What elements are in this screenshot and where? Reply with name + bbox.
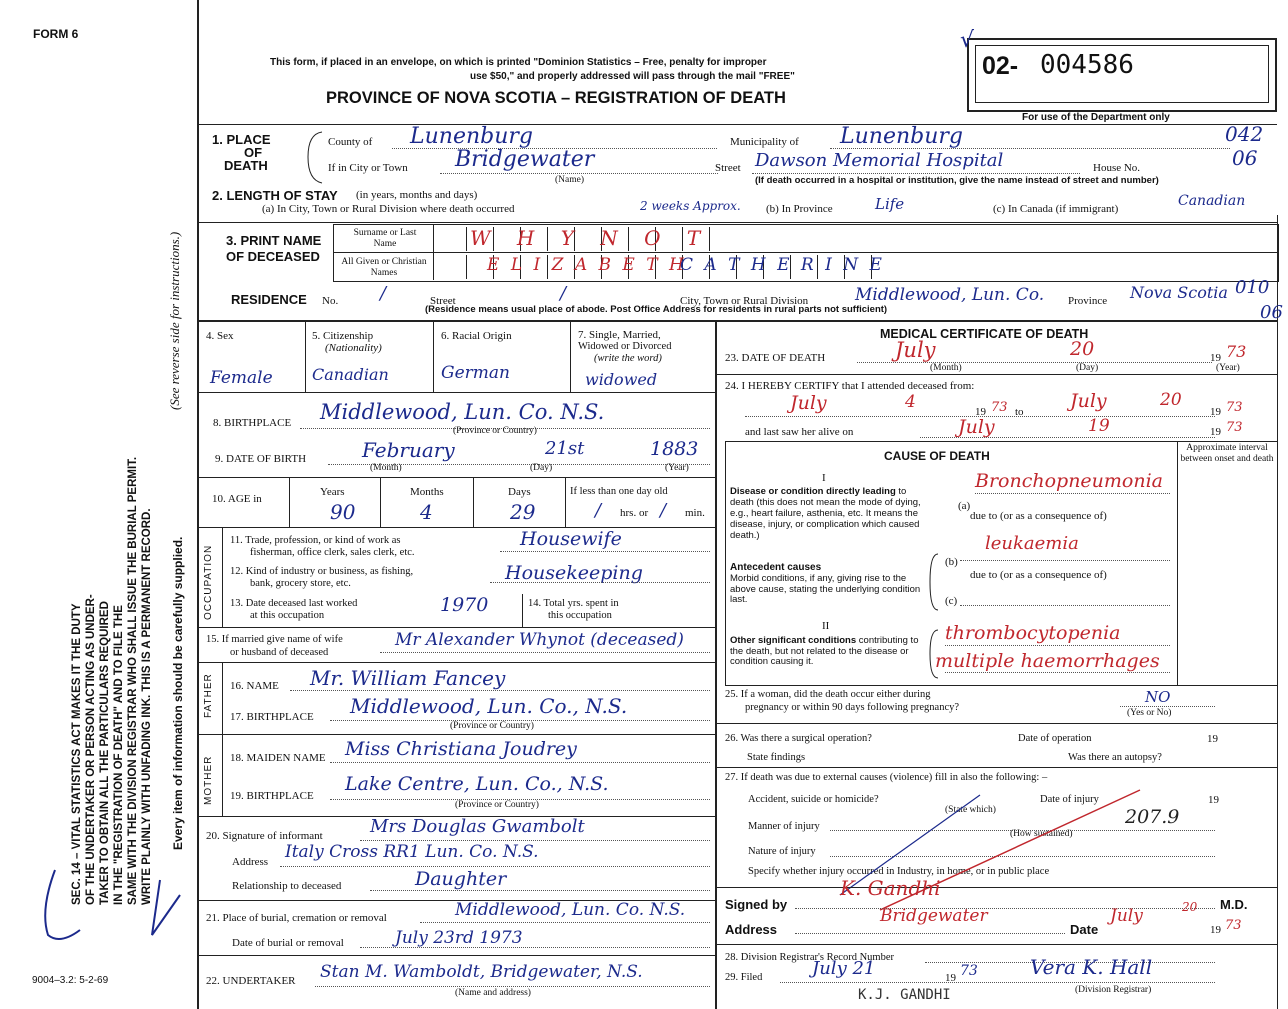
mail-note-2: use $50," and properly addressed will pass through the mail "FREE" — [470, 71, 795, 82]
spouse-value: Mr Alexander Whynot (deceased) — [395, 630, 684, 650]
sidebar-note-careful: Every item of information should be carefully supplied. — [171, 536, 185, 850]
industry-value: Housekeeping — [505, 562, 643, 584]
racial-origin-value: German — [441, 363, 510, 383]
reg-prefix: 02- — [982, 52, 1019, 80]
municipality-value: Lunenburg — [840, 124, 963, 149]
reg-number: 004586 — [1040, 50, 1134, 80]
citizenship-value: Canadian — [312, 365, 389, 384]
stay-c-value: Canadian — [1178, 193, 1246, 209]
dod-month: July — [895, 338, 936, 362]
attend-to-month: July — [1070, 390, 1107, 412]
county-value: Lunenburg — [410, 124, 533, 149]
burial-place-value: Middlewood, Lun. Co. N.S. — [455, 900, 686, 920]
father-birthplace-value: Middlewood, Lun. Co., N.S. — [350, 694, 628, 718]
sex-value: Female — [210, 368, 273, 388]
mother-name-value: Miss Christiana Joudrey — [345, 738, 577, 760]
registrar-check-marks — [20, 840, 190, 960]
dod-day: 20 — [1070, 338, 1095, 360]
informant-address-value: Italy Cross RR1 Lun. Co. N.S. — [285, 842, 539, 862]
cause-a-value: Bronchopneumonia — [975, 470, 1164, 492]
attend-to-day: 20 — [1160, 390, 1182, 410]
marital-value: widowed — [585, 370, 658, 389]
sidebar-note-reverse: (See reverse side for instructions.) — [167, 231, 182, 410]
stay-a-value: 2 weeks Approx. — [640, 199, 741, 213]
form-code: 9004–3.2: 5-2-69 — [32, 975, 109, 986]
physician-stamp: K.J. GANDHI — [858, 987, 951, 1003]
form-label: FORM 6 — [33, 27, 79, 41]
attend-from-month: July — [790, 392, 827, 414]
father-name-value: Mr. William Fancey — [310, 666, 506, 690]
physician-signature: K. Gandhi — [840, 876, 941, 900]
dod-year: 73 — [1226, 342, 1247, 361]
filed-date: July 21 — [812, 958, 876, 979]
last-saw-month: July — [958, 416, 995, 438]
manner-code: 207.9 — [1125, 806, 1180, 828]
registrar-signature: Vera K. Hall — [1030, 955, 1153, 979]
informant-signature-value: Mrs Douglas Gwambolt — [370, 816, 585, 837]
check-mark: √ — [960, 28, 975, 53]
code-2: 06 — [1232, 146, 1258, 170]
q25-answer: NO — [1145, 688, 1171, 706]
place-label: 1. PLACE OF DEATH — [212, 132, 271, 173]
given-1-value: E L I Z A B E T H — [487, 255, 687, 275]
undertaker-value: Stan M. Wamboldt, Bridgewater, N.S. — [320, 962, 643, 982]
age-days: 29 — [510, 500, 536, 524]
other-condition-1: thrombocytopenia — [945, 622, 1121, 644]
cause-b-value: leukaemia — [985, 533, 1079, 554]
code-1: 042 — [1225, 122, 1264, 146]
dob-month: February — [362, 438, 455, 462]
age-months: 4 — [420, 500, 433, 524]
dob-day: 21st — [545, 438, 585, 459]
birthplace-value: Middlewood, Lun. Co. N.S. — [320, 400, 605, 424]
physician-address: Bridgewater — [880, 906, 988, 926]
other-condition-2: multiple haemorrhages — [935, 650, 1160, 672]
attend-from-day: 4 — [905, 392, 916, 412]
dept-only: For use of the Department only — [1022, 112, 1170, 123]
form-title: PROVINCE OF NOVA SCOTIA – REGISTRATION OF DEATH — [326, 89, 786, 107]
mail-note-1: This form, if placed in an envelope, on which is printed "Dominion Statistics – Free, penalty for improper — [270, 57, 767, 68]
last-worked-value: 1970 — [440, 594, 489, 616]
given-2-value: C A T H E R I N E — [680, 255, 885, 275]
sidebar-instructions: SEC. 14 – VITAL STATISTICS ACT MAKES IT THE DUTY OF THE UNDERTAKER OR PERSON ACTING AS UNDER- TAKER TO OBTAIN ALL THE PARTICULARS REQUIRED IN THE "REGISTRATION OF DEATH" AND TO FILE THE SAME WITH THE DIVISION REGISTRAR WHO SHALL ISSUE THE BURIAL PERMIT. WRITE PLAINLY WITH UNFADING INK. THIS IS A PERMANENT RECORD. — [71, 456, 153, 905]
sign-date-month: July — [1110, 906, 1143, 926]
city-value: Bridgewater — [455, 147, 595, 172]
mother-birthplace-value: Lake Centre, Lun. Co., N.S. — [345, 773, 609, 795]
occupation-value: Housewife — [520, 528, 622, 550]
burial-date-value: July 23rd 1973 — [395, 928, 523, 948]
dob-year: 1883 — [650, 438, 699, 460]
surname-value: W H Y N O T — [470, 226, 711, 250]
last-saw-day: 19 — [1088, 416, 1110, 436]
stay-b-value: Life — [875, 195, 905, 213]
residence-division-value: Middlewood, Lun. Co. — [855, 285, 1045, 305]
informant-relationship-value: Daughter — [415, 868, 507, 890]
residence-province-value: Nova Scotia — [1130, 283, 1228, 302]
street-value: Dawson Memorial Hospital — [755, 150, 1004, 171]
age-years: 90 — [330, 500, 356, 524]
